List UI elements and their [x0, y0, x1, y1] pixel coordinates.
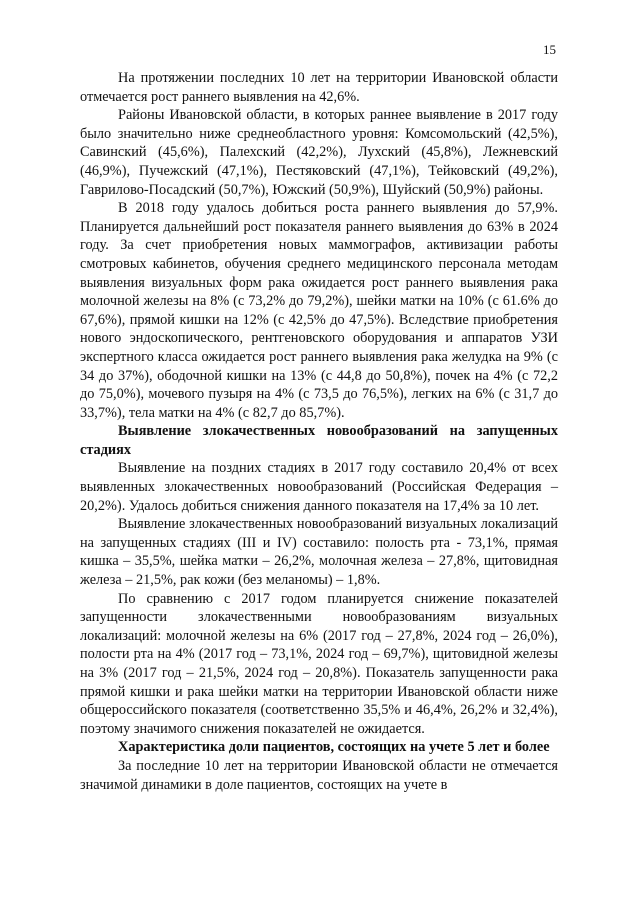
paragraph-early-detection-growth: На протяжении последних 10 лет на территории Ивановской области отмечается рост раннего выявления на 42,6%.	[80, 70, 558, 105]
paragraph-planned-reduction: По сравнению с 2017 годом планируется снижение показателей запущенности злокачественными новообразованиям визуальных локализаций: молочной железы на 6% (2017 год – 27,8%, 2024 год – 26,0%), полости рта на 4% (2017 год – 73,1%, 2024 год – 69,7%), щитовидной железы на 3% (2017 год – 21,5%, 2024 год – 20,8%). Показатель запущенности рака прямой кишки и рака шейки матки на территории Ивановской области ниже общероссийского показателя (соответственно 35,5% и 46,4%, 26,2% и 32,4%), поэтому значимого снижения показателей не ожидается.	[80, 590, 558, 737]
paragraph-ten-year-dynamics: За последние 10 лет на территории Ивановской области не отмечается значимой динамики в доле пациентов, состоящих на учете в	[80, 757, 558, 793]
heading-late-stage-detection: Выявление злокачественных новообразований на запущенных стадиях	[80, 423, 558, 458]
page-number: 15	[543, 42, 556, 57]
paragraph-2018-plans: В 2018 году удалось добиться роста раннего выявления до 57,9%. Планируется дальнейший рост показателя раннего выявления до 63% в 2024 году. За счет приобретения новых маммографов, активизации работы смотровых кабинетов, обучения среднего медицинского персонала методам выявления визуальных форм рака ожидается рост раннего выявления рака молочной железы на 8% (с 73,2% до 79,2%), шейки матки на 10% (с 61.6% до 67,6%), прямой кишки на 12% (с 42,5% до 47,5%). Вследствие приобретения нового эндоскопического, рентгеновского оборудования и аппаратов УЗИ экспертного класса ожидается рост раннего выявления рака желудка на 9% (с 34 до 37%), ободочной кишки на 13% (с 44,8 до 50,8%), почек на 4% (с 72,2 до 75,0%), мочевого пузыря на 4% (с 73,5 до 76,5%), легких на 6% (с 31,7 до 33,7%), тела матки на 4% (с 82,7 до 85,7%).	[80, 200, 558, 421]
paragraph-visual-localizations: Выявление злокачественных новообразований визуальных локализаций на запущенных стадиях (III и IV) составило: полость рта - 73,1%, прямая кишка – 35,5%, шейка матки – 26,2%, молочная железа – 27,8%, щитовидная железа – 21,5%, рак кожи (без меланомы) – 1,8%.	[80, 516, 558, 589]
paragraph-districts-list: Районы Ивановской области, в которых раннее выявление в 2017 году было значительно ниже среднеобластного уровня: Комсомольский (42,5%), Савинский (45,6%), Палехский (42,2%), Лухский (45,8%), Лежневский (46,9%), Пучежский (47,1%), Пестяковский (47,1%), Тейковский (49,2%), Гаврилово-Посадский (50,7%), Южский (50,9%), Шуйский (50,9%) районы.	[80, 107, 558, 198]
document-body	[80, 69, 558, 794]
paragraph-late-stage-2017: Выявление на поздних стадиях в 2017 году составило 20,4% от всех выявленных злокачественных новообразований (Российская Федерация – 20,2%). Удалось добиться снижения данного показателя на 17,4% за 10 лет.	[80, 460, 558, 514]
heading-five-year-patients: Характеристика доли пациентов, состоящих на учете 5 лет и более	[118, 739, 550, 756]
